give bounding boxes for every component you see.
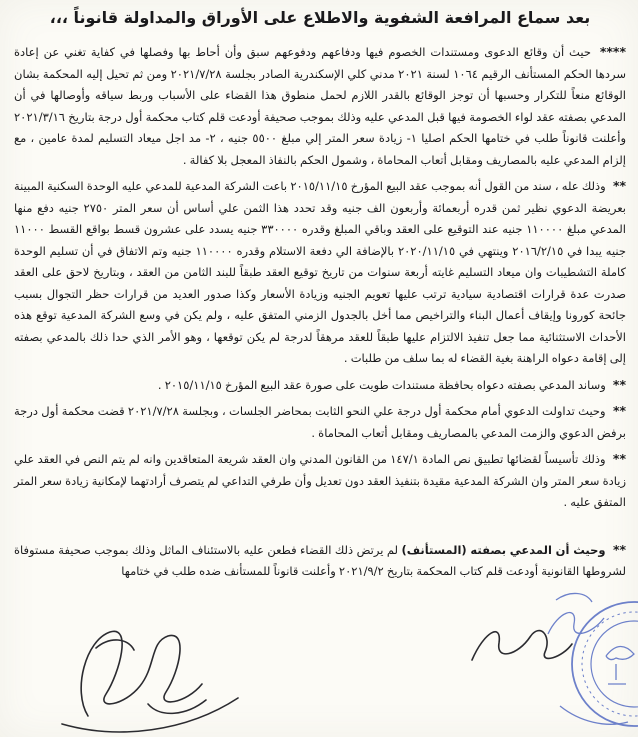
paragraph-text: وذلك تأسيساً لقضائها تطبيق نص المادة ١٤٧/١ من القانون المدني وان العقد شريعة المتعاقدين وانه لم يتم النص في العقد علي زيادة سعر المتر وان الشركة المدعية مقيدة بتنفيذ العقد دون تعديل وأن طرفي التداعي لم يتصرف أرادتهما لإمكانية زيادة سعر المتر المتفق عليه .: [14, 452, 626, 509]
paragraph-text: وساند المدعي بصفته دعواه بحافظة مستندات طويت على صورة عقد البيع المؤرخ ٢٠١٥/١١/١٥ .: [157, 377, 606, 392]
paragraph-text: وحيث تداولت الدعوي أمام محكمة أول درجة علي النحو الثابت بمحاضر الجلسات ، وبجلسة ٢٠٢١/٧/٢٨ قضت محكمة أول درجة برفض الدعوي والزمت المدعي بالمصاريف ومقابل أتعاب المحاماة .: [14, 404, 626, 440]
paragraph-contract-details: [14, 174, 626, 370]
paragraph-marker: **: [612, 178, 627, 193]
stamp-emblem: [606, 646, 634, 684]
court-stamp: [548, 593, 638, 726]
handwritten-signature: [62, 631, 572, 732]
paragraph-marker: **: [612, 541, 627, 557]
signature-stroke: [81, 631, 202, 716]
signature-stroke: [472, 631, 572, 660]
paragraph-marker: **: [612, 403, 627, 418]
signature-stroke: [148, 700, 206, 713]
paragraph-text: لم يرتض ذلك القضاء فطعن عليه بالاستئناف الماثل وذلك بموجب صحيفة مستوفاة لشروطها القانونية أودعت قلم كتاب المحكمة بتاريخ ٢٠٢١/٩/٢ وأعلنت قانوناً للمستأنف ضده طلب في ختامها: [14, 542, 626, 578]
document-title: بعد سماع المرافعة الشفوية والاطلاع على الأوراق والمداولة قانوناً ،،،: [49, 8, 591, 27]
paragraph-bold-lead: وحيث أن المدعي بصفته (المستأنف): [401, 542, 606, 557]
paragraph-marker: ****: [599, 44, 626, 59]
paragraph-text: وذلك عله ، سند من القول أنه بموجب عقد البيع المؤرخ ٢٠١٥/١١/١٥ باعت الشركة المدعية للمدعي عليه الوحدة السكنية المبينة بعريضة الدعوي نظير ثمن قدره أربعمائة وأربعون الف جنيه وقد تحدد هذا الثمن علي أساس أن سعر المتر ٢٧٥٠ جنيه دفع منها المدعي مبلغ ١١٠٠٠٠ جنيه عند التوقيع على العقد وباقي المبلغ وقدره ٣٣٠٠٠٠ جنيه يسدد على عشرون قسط بواقع القسط ١١٠٠٠ جنيه يبدا في ٢٠١٦/٢/١٥ وينتهي في ٢٠٢٠/١١/١٥ بالإضافة الي دفعة الاستلام وقدره ١١٠٠٠٠ جنيه وتم الاتفاق في أن تسليم الوحدة كاملة التشطيبات وان ميعاد التسليم غايته أربعة سنوات من تاريخ توقيع العقد طبقاً للبند الثامن من العقد ، وبتاريخ لاحق على العقد صدرت عدة قرارات اقتصادية سيادية ترتب عليها تعويم الجنيه وزيادة الأسعار وكذا صدور العديد من قرارات حظر التجوال بسبب جائحة كورونا وإيقاف أعمال البناء والتراخيص مما أخل بالجدول الزمني المتفق عليه ، ولم يكن في وسع الشركة المدعية توقع هذه الأحداث الاستثنائية مما جعل تنفيذ الالتزام عليها طبقاً للعقد مرهقاً لدرجة لم يكن توقعها ، وهو الأمر الذي حدا ذلك بالمدعي بصفته إلى إقامة دعواه الراهنة بغية القضاء له بما سلف من طلبات .: [14, 179, 627, 365]
paragraph-marker: **: [612, 451, 626, 466]
stamp-handwriting: [556, 593, 592, 602]
stamp-handwriting: [560, 706, 628, 724]
stamp-handwriting: [548, 613, 604, 634]
paragraph-evidence: [14, 373, 626, 397]
paragraph-first-instance-ruling: [14, 399, 626, 444]
signature-stroke: [62, 698, 238, 732]
signature-stroke: [96, 640, 134, 650]
paragraph-appeal: [14, 538, 626, 583]
stamp-inner-ring: [591, 621, 638, 707]
document-body: [14, 8, 626, 586]
paragraph-text: حيث أن وقائع الدعوى ومستندات الخصوم فيها ودفاعهم ودفوعهم سبق وأن أحاط بها وفصلها في كفاية تغني عن إعادة سردها الحكم المستأنف الرقيم ١٠٦٤ لسنة ٢٠٢١ مدني كلي الإسكندرية الصادر بجلسة ٢٠٢١/٧/٢٨ ومن ثم تحيل إليه المحكمة بشان الوقائع منعاً للتكرار وحسبها أن توجز الوقائع بالقدر اللازم لحمل منطوق هذا القضاء على الأسباب وربط سياقه وأوصالها في أن المدعي بصفته عقد لواء الخصومة فيها قبل المدعي عليه وذلك بموجب صحيفة أودعت قلم كتاب محكمة أول درجة بتاريخ ٢٠٢١/٣/١٦ وأعلنت قانوناً طلب في ختامها الحكم اصليا ١- زيادة سعر المتر إلي مبلغ ٥٥٠٠ جنيه ، ٢- مد اجل ميعاد التسليم لمدة عامين ، مع إلزام المدعي عليه بالمصاريف ومقابل أتعاب المحاماة ، وشمول الحكم بالنفاذ المعجل بلا كفالة .: [14, 45, 626, 167]
stamp-outer-ring: [572, 602, 638, 726]
paragraph-marker: **: [612, 376, 626, 392]
stamp-text-ring: [582, 612, 638, 716]
paragraph-ruling-basis: [14, 447, 626, 514]
paragraph-case-facts: [14, 40, 626, 171]
